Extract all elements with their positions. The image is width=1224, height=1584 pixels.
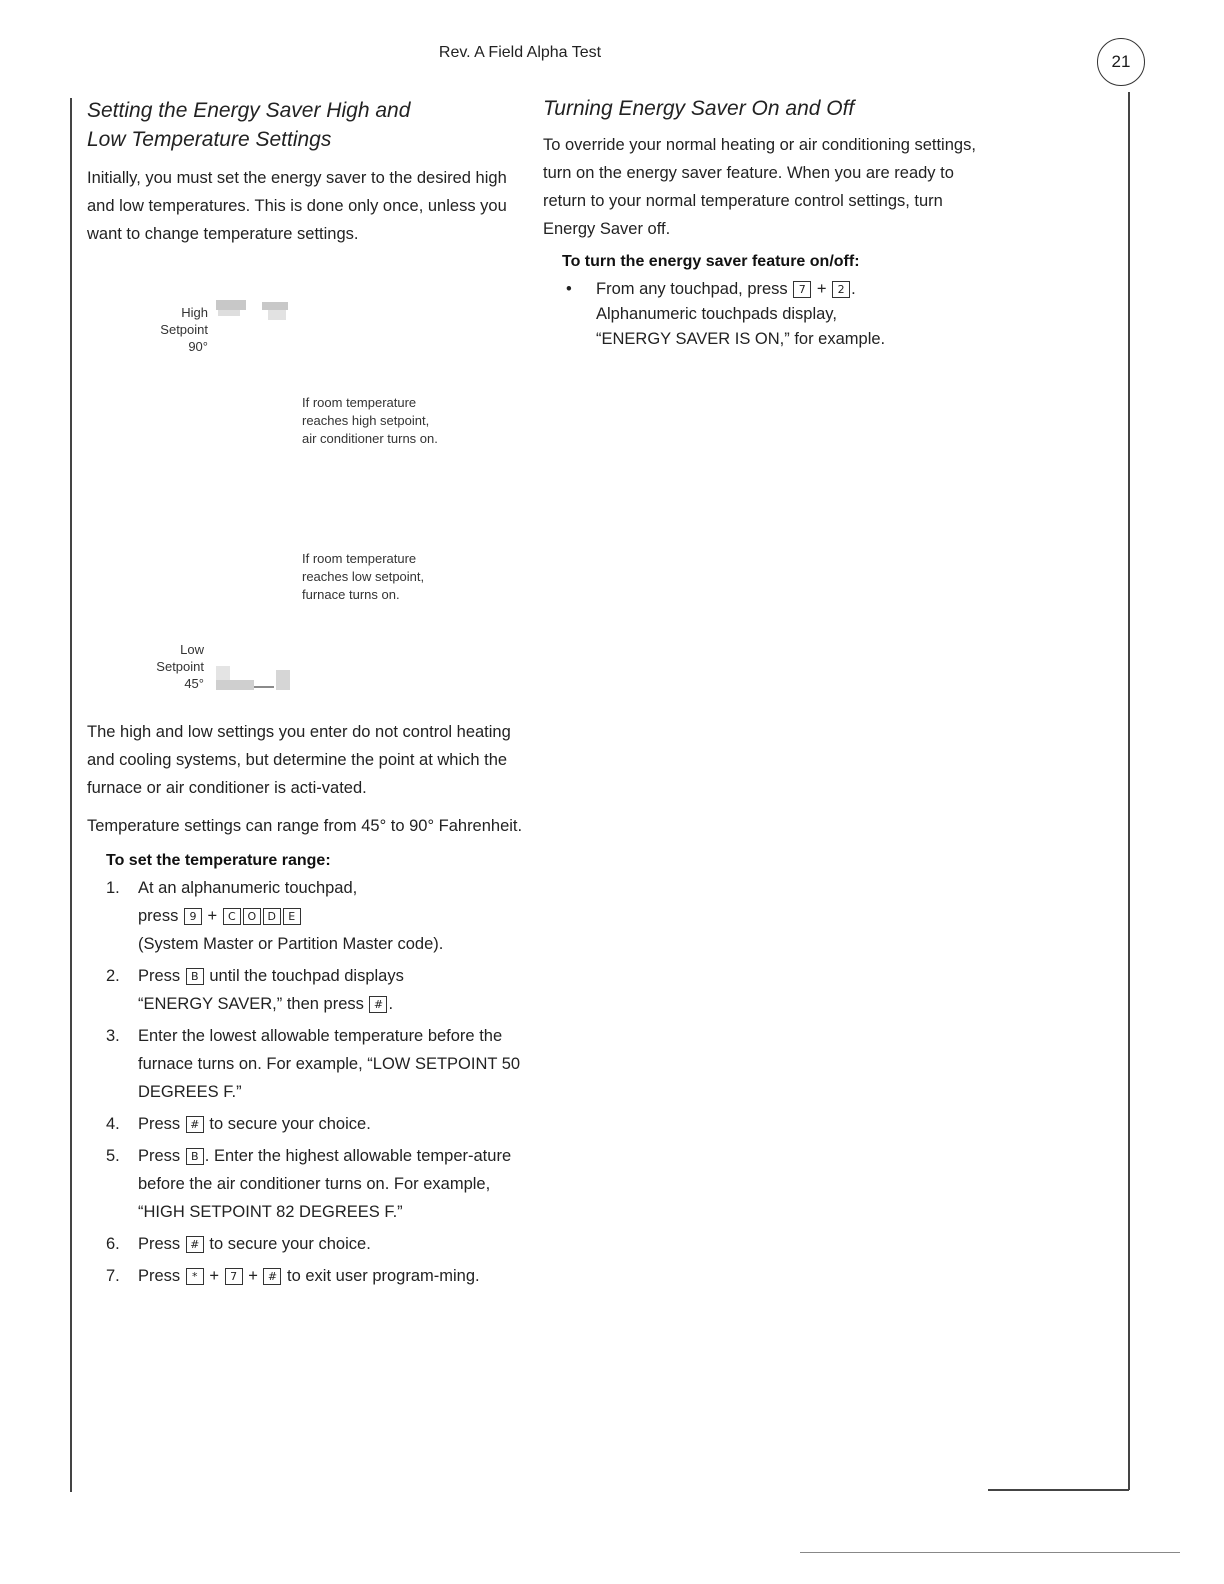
procedure-heading-temperature: To set the temperature range: [106,852,331,869]
high-setpoint-label [120,304,208,355]
key-hash-icon: # [263,1268,281,1285]
list-item: • From any touchpad, press 7 + 2 . Alphanumeric touchpads display, “ENERGY SAVER IS ON,” for example. [566,280,886,348]
list-item: 6. Press # to secure your choice. [106,1235,371,1253]
key-d-icon: D [263,908,281,925]
key-7-icon: 7 [793,281,811,298]
bottom-corner-rule [988,1489,1129,1491]
key-2-icon: 2 [832,281,850,298]
key-9-icon: 9 [184,908,202,925]
list-item: 4. Press # to secure your choice. [106,1115,371,1133]
high-setpoint-value: 90° [188,339,208,354]
low-setpoint-label [116,641,204,692]
heading-line-2: Low Temperature Settings [87,128,332,151]
page-number-badge: 21 [1097,38,1145,86]
key-b-icon: B [186,968,204,985]
on-off-steps-list [562,277,983,352]
key-o-icon: O [243,908,261,925]
list-item: 5. Press B . Enter the highest allowable temper-ature before the air conditioner turns on. For example, “HIGH SETPOINT 82 DEGREES F.” [106,1147,512,1221]
high-word: High [181,305,208,320]
right-intro-paragraph: To override your normal heating or air conditioning settings, turn on the energy saver feature. When you are ready to return to your normal temperature control settings, turn Energy Saver off. [543,136,976,238]
low-setpoint-word: Setpoint [156,659,204,674]
intro-paragraph: Initially, you must set the energy saver to the desired high and low temperatures. This is done only once, unless you want to change temperature settings. [87,169,507,243]
key-hash-icon: # [186,1236,204,1253]
range-paragraph: Temperature settings can range from 45° to 90° Fahrenheit. [87,817,523,835]
key-7-icon: 7 [225,1268,243,1285]
bottom-page-rule [800,1552,1180,1553]
low-setpoint-value: 45° [184,676,204,691]
right-margin-rule [1128,92,1130,1490]
high-setpoint-graphic [216,300,290,326]
section-heading-on-off: Turning Energy Saver On and Off [543,97,855,120]
running-header: Rev. A Field Alpha Test [438,44,602,61]
right-column [543,94,983,352]
key-hash-icon: # [186,1116,204,1133]
section-heading-setpoints [87,96,527,154]
high-setpoint-word: Setpoint [160,322,208,337]
note-low-setpoint: If room temperature reaches low setpoint, furnace turns on. [302,551,425,602]
key-b-icon: B [186,1148,204,1165]
list-item: 7. Press * + 7 + # to exit user program-ming. [106,1267,480,1285]
list-item: 3. Enter the lowest allowable temperature before the furnace turns on. For example, “LOW SETPOINT 50 DEGREES F.” [106,1027,521,1101]
low-setpoint-graphic [214,660,292,692]
heading-line-1: Setting the Energy Saver High and [87,99,411,122]
key-c-icon: C [223,908,241,925]
list-item: 2. Press B until the touchpad displays “ENERGY SAVER,” then press # . [106,967,404,1013]
key-e-icon: E [283,908,301,925]
procedure-heading-on-off: To turn the energy saver feature on/off: [562,253,860,270]
settings-paragraph: The high and low settings you enter do not control heating and cooling systems, but determine the point at which the furnace or air conditioner is acti-vated. [87,723,511,797]
note-high-setpoint: If room temperature reaches high setpoint, air conditioner turns on. [302,395,438,446]
left-column [87,96,527,248]
key-star-icon: * [186,1268,204,1285]
left-column-lower [87,718,527,1294]
low-word: Low [180,642,204,657]
key-hash-icon: # [369,996,387,1013]
left-margin-rule [70,98,72,1492]
temperature-steps-list [102,874,527,1290]
list-item: 1. At an alphanumeric touchpad, press 9 + C O D E (System Master or Partition Master code). [106,879,444,953]
